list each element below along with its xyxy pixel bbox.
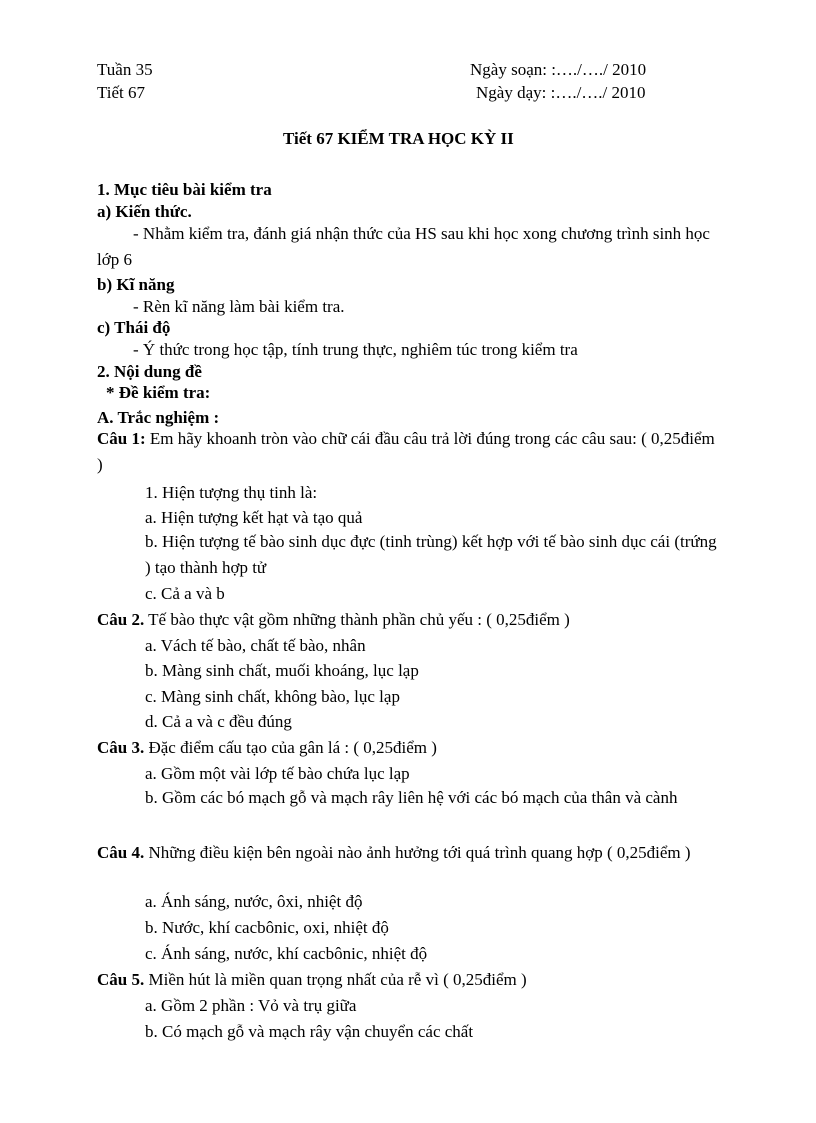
question-3-text: Đặc điểm cấu tạo của gân lá : ( 0,25điểm ) (144, 738, 437, 757)
week-label: Tuần 35 (97, 60, 153, 79)
question-1-option-c: c. Cả a và b (145, 584, 225, 603)
question-5-text: Miền hút là miền quan trọng nhất của rễ vì ( 0,25điểm ) (144, 970, 527, 989)
question-2-option-c: c. Màng sinh chất, không bào, lục lạp (145, 687, 400, 706)
question-2-option-a: a. Vách tế bào, chất tế bào, nhân (145, 636, 366, 655)
question-1-sub: 1. Hiện tượng thụ tinh là: (145, 483, 318, 502)
question-4-text: Những điều kiện bên ngoài nào ảnh hưởng tới quá trình quang hợp ( 0,25điểm ) (144, 843, 691, 862)
question-3 (97, 739, 437, 756)
skill-heading: b) Kĩ năng (97, 275, 175, 294)
knowledge-heading: a) Kiến thức. (97, 202, 192, 221)
question-2-label: Câu 2. (97, 610, 145, 629)
section1-heading: 1. Mục tiêu bài kiểm tra (97, 180, 272, 199)
question-5-label: Câu 5. (97, 970, 145, 989)
attitude-text: - Ý thức trong học tập, tính trung thực, nghiêm túc trong kiểm tra (133, 340, 578, 359)
section2-heading: 2. Nội dung đề (97, 362, 202, 381)
page-title: Tiết 67 KIỂM TRA HỌC KỲ II (283, 129, 514, 148)
question-5 (97, 971, 527, 988)
skill-text: - Rèn kĩ năng làm bài kiểm tra. (133, 297, 345, 316)
question-2 (97, 611, 570, 628)
question-2-option-d: d. Cả a và c đều đúng (145, 712, 292, 731)
question-3-option-a: a. Gồm một vài lớp tế bào chứa lục lạp (145, 764, 410, 783)
knowledge-text: - Nhằm kiểm tra, đánh giá nhận thức của HS sau khi học xong chương trình sinh học lớp 6 (97, 224, 710, 269)
question-4-option-b: b. Nước, khí cacbônic, oxi, nhiệt độ (145, 918, 389, 937)
part-a-heading: A. Trắc nghiệm : (97, 408, 220, 427)
question-4-label: Câu 4. (97, 843, 145, 862)
question-1-text: Em hãy khoanh tròn vào chữ cái đầu câu trả lời đúng trong các câu sau: ( 0,25điểm ) (97, 429, 715, 474)
question-4 (97, 840, 722, 866)
question-2-text: Tế bào thực vật gồm những thành phần chủ yếu : ( 0,25điểm ) (144, 610, 570, 629)
question-3-option-b: b. Gồm các bó mạch gỗ và mạch rây liên hệ với các bó mạch của thân và cành (145, 788, 678, 807)
attitude-heading: c) Thái độ (97, 318, 171, 337)
question-1-label: Câu 1: (97, 429, 146, 448)
question-1-option-a: a. Hiện tượng kết hạt và tạo quả (145, 508, 363, 527)
exam-heading: * Đề kiểm tra: (106, 383, 211, 402)
question-3-label: Câu 3. (97, 738, 145, 757)
prepare-date: Ngày soạn: :…./…./ 2010 (470, 60, 647, 79)
teach-date: Ngày dạy: :…./…./ 2010 (476, 83, 646, 102)
question-1 (97, 426, 722, 478)
question-5-option-a: a. Gồm 2 phần : Vỏ và trụ giữa (145, 996, 357, 1015)
question-4-option-c: c. Ánh sáng, nước, khí cacbônic, nhiệt độ (145, 944, 428, 963)
period-label: Tiết 67 (97, 83, 146, 102)
question-2-option-b: b. Màng sinh chất, muối khoáng, lục lạp (145, 661, 419, 680)
question-4-option-a: a. Ánh sáng, nước, ôxi, nhiệt độ (145, 892, 363, 911)
question-5-option-b: b. Có mạch gỗ và mạch rây vận chuyển các chất (145, 1022, 474, 1041)
question-1-option-b: b. Hiện tượng tế bào sinh dục đực (tinh trùng) kết hợp với tế bào sinh dục cái (trứng ) tạo thành hợp tử (145, 532, 717, 577)
